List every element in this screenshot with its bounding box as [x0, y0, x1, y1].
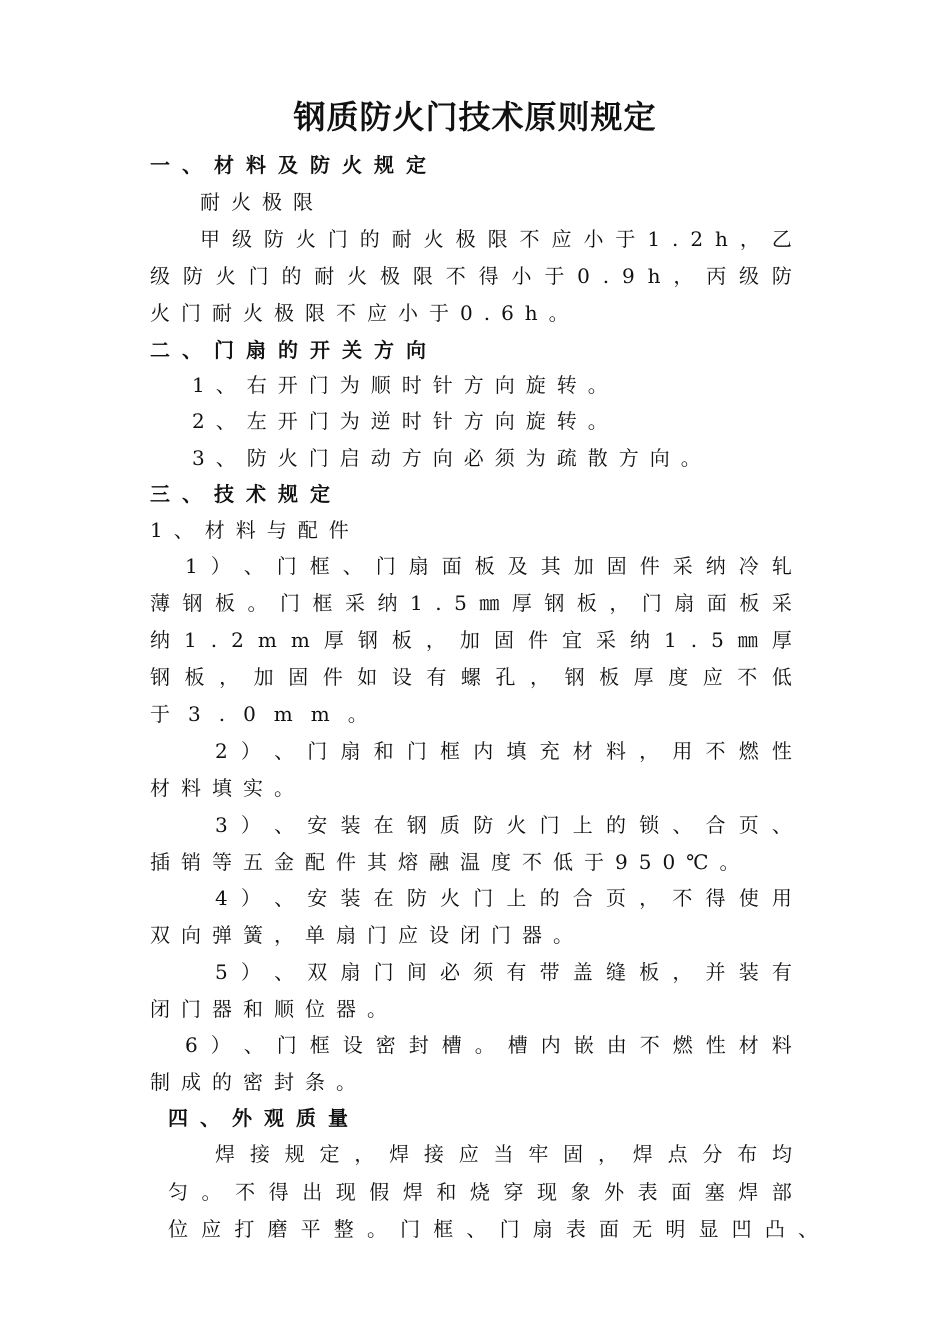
section-heading-3: 三、技术规定 [150, 482, 342, 506]
list-item: 1、右开门为顺时针方向旋转。 [192, 373, 619, 397]
section-heading-1: 一、材料及防火规定 [150, 153, 438, 177]
paragraph-line: 闭门器和顺位器。 [150, 997, 398, 1021]
paragraph-line: 于3.0mm。 [150, 702, 386, 726]
paragraph-line: 钢 板 ， 加 固 件 如 设 有 螺 孔 ， 钢 板 厚 度 应 不 低 [150, 665, 792, 689]
document-title: 钢质防火门技术原则规定 [293, 98, 657, 136]
list-item: 3、防火门启动方向必须为疏散方向。 [192, 446, 712, 470]
paragraph-line: 2 ） 、 门 扇 和 门 框 内 填 充 材 料 ， 用 不 燃 性 [215, 739, 792, 763]
paragraph-line: 制成的密封条。 [150, 1070, 367, 1094]
paragraph-line: 6 ） 、 门 框 设 密 封 槽 。 槽 内 嵌 由 不 燃 性 材 料 [185, 1033, 792, 1057]
paragraph-line: 薄 钢 板 。 门 框 采 纳 1 . 5 ㎜ 厚 钢 板 ， 门 扇 面 板 采 [150, 591, 792, 615]
paragraph-line: 5 ） 、 双 扇 门 间 必 须 有 带 盖 缝 板 ， 并 装 有 [215, 960, 792, 984]
paragraph-line: 1 ） 、 门 框 、 门 扇 面 板 及 其 加 固 件 采 纳 冷 轧 [185, 554, 792, 578]
paragraph-line: 双向弹簧，单扇门应设闭门器。 [150, 923, 584, 947]
subheading-fire-limit: 耐火极限 [200, 190, 324, 214]
paragraph-line: 火门耐火极限不应小于0.6h。 [150, 301, 580, 325]
paragraph-line: 位 应 打 磨 平 整 。 门 框 、 门 扇 表 面 无 明 显 凹 凸 、 [168, 1217, 818, 1241]
paragraph-line: 焊 接 规 定 ， 焊 接 应 当 牢 固 ， 焊 点 分 布 均 [215, 1142, 792, 1166]
paragraph-line: 插销等五金配件其熔融温度不低于950℃。 [150, 850, 751, 874]
paragraph-line: 甲 级 防 火 门 的 耐 火 极 限 不 应 小 于 1 . 2 h ， 乙 [200, 227, 792, 251]
paragraph-line: 匀 。 不 得 出 现 假 焊 和 烧 穿 现 象 外 表 面 塞 焊 部 [168, 1180, 792, 1204]
list-item: 2、左开门为逆时针方向旋转。 [192, 409, 619, 433]
section-heading-4: 四、外观质量 [168, 1106, 360, 1130]
section-heading-2: 二、门扇的开关方向 [150, 338, 438, 362]
subheading-materials: 1、材料与配件 [150, 518, 360, 542]
paragraph-line: 纳 1 . 2 m m 厚 钢 板 ， 加 固 件 宜 采 纳 1 . 5 ㎜ 厚 [150, 628, 792, 652]
paragraph-line: 级 防 火 门 的 耐 火 极 限 不 得 小 于 0 . 9 h ， 丙 级 防 [150, 264, 792, 288]
paragraph-line: 3 ） 、 安 装 在 钢 质 防 火 门 上 的 锁 、 合 页 、 [215, 813, 792, 837]
paragraph-line: 4 ） 、 安 装 在 防 火 门 上 的 合 页 ， 不 得 使 用 [215, 886, 792, 910]
paragraph-line: 材料填实。 [150, 776, 305, 800]
